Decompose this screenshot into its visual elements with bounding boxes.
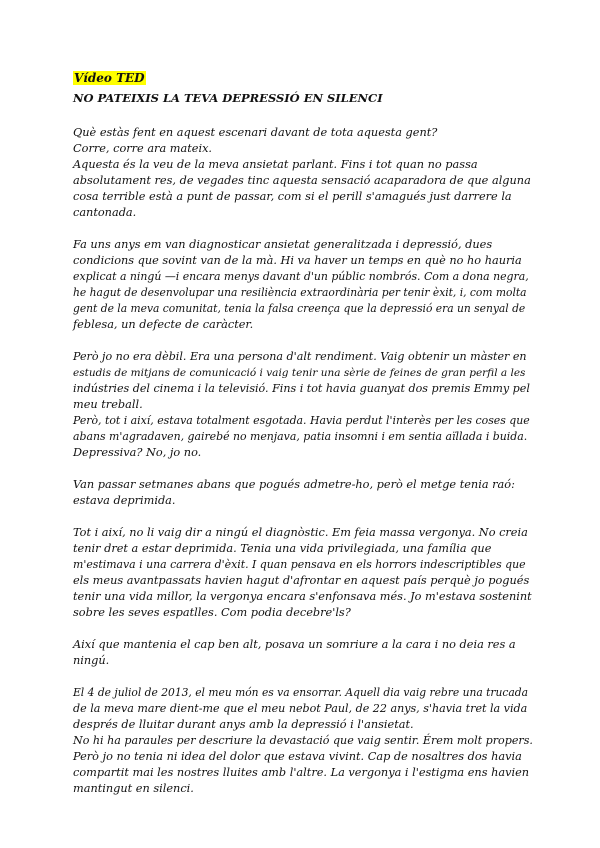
text-line: cosa terrible està a punt de passar, com si el perill s'amagués just darrere la: [73, 190, 512, 203]
text-line: gent de la meva comunitat, tenia la falsa creença que la depressió era un senyal de: [73, 302, 526, 315]
text-line: No hi ha paraules per descriure la devastació que vaig sentir. Érem molt propers.: [73, 734, 533, 747]
paragraph: [73, 477, 533, 509]
text-line: Corre, corre ara mateix.: [73, 142, 213, 155]
text-line: sobre les seves espatlles. Com podia decebre'ls?: [73, 606, 351, 619]
text-line: els meus avantpassats havien hagut d'afrontar en aquest país perquè jo pogués: [73, 574, 530, 587]
text-line: ningú.: [73, 654, 110, 667]
text-line: estava deprimida.: [73, 494, 176, 507]
text-line: tenir una vida millor, la vergonya encara s'enfonsava més. Jo m'estava sostenint: [73, 590, 532, 603]
text-line: he hagut de desenvolupar una resiliència extraordinària per tenir èxit, i, com molta: [73, 286, 527, 299]
text-line: feblesa, un defecte de caràcter.: [73, 318, 254, 331]
text-line: condicions que sovint van de la mà. Hi va haver un temps en què no ho hauria: [73, 254, 522, 267]
text-line: Van passar setmanes abans que pogués admetre-ho, però el metge tenia raó:: [73, 478, 515, 491]
text-line: Així que mantenia el cap ben alt, posava un somriure a la cara i no deia res a: [73, 638, 516, 651]
document-title: NO PATEIXIS LA TEVA DEPRESSIÓ EN SILENCI: [73, 91, 383, 105]
highlighted-label: Vídeo TED: [74, 71, 145, 85]
text-line: indústries del cinema i la televisió. Fins i tot havia guanyat dos premis Emmy pel: [73, 382, 530, 395]
text-line: Però jo no era dèbil. Era una persona d'alt rendiment. Vaig obtenir un màster en: [73, 350, 527, 363]
text-line: Depressiva? No, jo no.: [73, 446, 202, 459]
paragraph: [73, 237, 533, 333]
text-line: tenir dret a estar deprimida. Tenia una vida privilegiada, una família que: [73, 542, 492, 555]
text-line: m'estimava i una carrera d'èxit. I quan pensava en els horrors indescriptibles que: [73, 558, 526, 571]
text-line: Què estàs fent en aquest escenari davant de tota aquesta gent?: [73, 126, 438, 139]
text-line: abans m'agradaven, gairebé no menjava, patia insomni i em sentia aïllada i buida.: [73, 430, 528, 443]
text-line: estudis de mitjans de comunicació i vaig tenir una sèrie de feines de gran perfil a les: [73, 367, 526, 379]
text-line: Fa uns anys em van diagnosticar ansietat generalitzada i depressió, dues: [73, 238, 493, 251]
text-line: explicat a ningú —i encara menys davant d'un públic nombrós. Com a dona negra,: [73, 270, 529, 283]
text-line: El 4 de juliol de 2013, el meu món es va ensorrar. Aquell dia vaig rebre una trucada: [73, 686, 529, 699]
text-line: mantingut en silenci.: [73, 782, 194, 795]
text-line: Tot i així, no li vaig dir a ningú el diagnòstic. Em feia massa vergonya. No creia: [73, 526, 528, 539]
paragraphs: [73, 125, 533, 797]
text-line: Però jo no tenia ni idea del dolor que estava vivint. Cap de nosaltres dos havia: [73, 750, 522, 763]
text-line: meu treball.: [73, 398, 143, 411]
text-line: absolutament res, de vegades tinc aquesta sensació acaparadora de que alguna: [73, 174, 531, 187]
label-line: [73, 70, 533, 88]
paragraph: [73, 525, 533, 621]
paragraph: [73, 349, 533, 461]
document-body: [73, 70, 533, 813]
text-line: després de lluitar durant anys amb la depressió i l'ansietat.: [73, 718, 414, 731]
text-line: cantonada.: [73, 206, 137, 219]
text-line: de la meva mare dient-me que el meu nebot Paul, de 22 anys, s'havia tret la vida: [73, 702, 528, 715]
paragraph: [73, 685, 533, 797]
text-line: Aquesta és la veu de la meva ansietat parlant. Fins i tot quan no passa: [73, 158, 478, 171]
paragraph: [73, 637, 533, 669]
text-line: Però, tot i així, estava totalment esgotada. Havia perdut l'interès per les coses que: [73, 414, 530, 427]
text-line: compartit mai les nostres lluites amb l'altre. La vergonya i l'estigma ens havien: [73, 766, 530, 779]
paragraph: [73, 125, 533, 221]
